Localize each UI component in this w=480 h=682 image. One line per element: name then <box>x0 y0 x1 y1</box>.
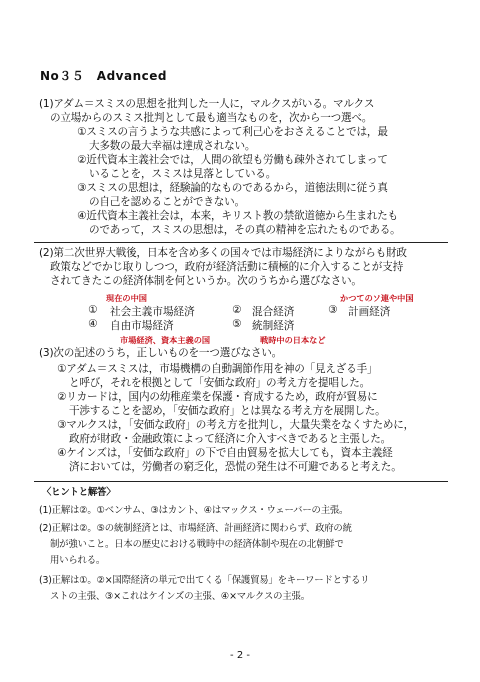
q3-option-2-line-1: ②リカードは，国内の幼稚産業を保護・育成するため，政府が貿易に <box>57 391 378 403</box>
q2-option-2-label: 混合経済 <box>252 306 295 318</box>
q2-option-3-num: ③ <box>328 304 338 316</box>
q2-option-1-label: 社会主義市場経済 <box>110 306 195 318</box>
hint-line-4: 用いられる。 <box>50 555 106 566</box>
hints-header: 〈ヒントと解答〉 <box>42 487 116 498</box>
q2-line-3: されてきたこの経済体制を何というか。次のうちから選びなさい。 <box>50 275 362 287</box>
q3-intro: (3)次の記述のうち，正しいものを一つ選びなさい。 <box>39 347 283 359</box>
q3-option-1-line-1: ①アダム＝スミスは，市場機構の自動調節作用を神の「見えざる手」 <box>57 363 378 375</box>
hint-line-5: (3)正解は①。②×国際経済の単元で出てくる「保護貿易」をキーワードとするリ <box>39 575 370 586</box>
q3-option-2-line-2: 干渉することを認め，「安価な政府」とは異なる考え方を展開した。 <box>69 405 386 417</box>
q1-option-4-line-1: ④近代資本主義社会は，本来，キリスト教の禁欲道徳から生まれたも <box>77 210 398 222</box>
q1-option-1-line-1: ①スミスの言うような共感によって利己心をおさえることでは，最 <box>77 126 388 138</box>
annotation-wartime-japan: 戦時中の日本など <box>260 335 326 345</box>
q1-option-4-line-2: のであって，スミスの思想は，その真の精神を忘れたものである。 <box>89 224 401 236</box>
q3-option-3-line-2: 政府が財政・金融政策によって経済に介入すべきであると主張した。 <box>69 433 391 445</box>
q1-line-1: (1)アダム＝スミスの思想を批判した一人に，マルクスがいる。マルクス <box>39 98 375 110</box>
q1-option-3-line-1: ③スミスの思想は，経験論的なものであるから，道徳法則に従う真 <box>77 182 388 194</box>
q1-line-2: の立場からのスミス批判として最も適当なものを，次から一つ選べ。 <box>50 112 373 124</box>
q1-option-3-line-2: の自己を認めることができない。 <box>89 196 245 208</box>
q3-option-1-line-2: と呼び，それを根拠として「安価な政府」の考え方を提唱した。 <box>69 377 370 389</box>
q1-option-1-line-2: 大多数の最大幸福は達成されない。 <box>89 140 256 152</box>
hint-line-3: 制が強いこと。日本の歴史における戦時中の経済体制や現在の北朝鮮で <box>50 539 344 550</box>
q2-line-2: 政策などでかじ取りしつつ，政府が経済活動に積極的に介入することが支持 <box>50 261 403 273</box>
q2-option-4-label: 自由市場経済 <box>110 320 174 332</box>
q1-option-2-line-1: ②近代資本主義社会では，人間の欲望も労働も疎外されてしまって <box>77 154 388 166</box>
q1-option-2-line-2: いることを，スミスは見落としている。 <box>89 168 277 180</box>
hint-line-6: ストの主張、③×これはケインズの主張、④×マルクスの主張。 <box>50 591 310 602</box>
q3-option-4-line-2: 済においては，労働者の窮乏化，恐慌の発生は不可避であると考えた。 <box>69 461 402 473</box>
annotation-former-ussr-china: かつてのソ連や中国 <box>340 293 414 303</box>
q2-option-3-label: 計画経済 <box>348 306 391 318</box>
page-number: - 2 - <box>230 650 250 661</box>
page-title: No３５ Advanced <box>40 69 167 83</box>
section-divider-1 <box>34 242 448 243</box>
hint-line-1: (1)正解は②。①ベンサム、③はカント、④はマックス・ウェーバーの主張。 <box>39 505 349 516</box>
hint-line-2: (2)正解は②。⑤の統制経済とは、市場経済、計画経済に関わらず、政府の統 <box>39 523 352 534</box>
q2-option-2-num: ② <box>232 304 242 316</box>
q2-option-1-num: ① <box>88 304 98 316</box>
annotation-current-china: 現在の中国 <box>106 293 147 303</box>
q2-option-5-label: 統制経済 <box>252 320 295 332</box>
annotation-market-capitalist: 市場経済、資本主義の国 <box>120 335 211 345</box>
section-divider-2 <box>34 481 448 482</box>
q2-option-5-num: ⑤ <box>232 318 242 330</box>
q2-line-1: (2)第二次世界大戦後，日本を含め多くの国々では市場経済によりながらも財政 <box>39 247 407 259</box>
q3-option-4-line-1: ④ケインズは，「安価な政府」の下で自由貿易を拡大しても，資本主義経 <box>57 447 393 459</box>
q2-option-4-num: ④ <box>88 318 98 330</box>
q3-option-3-line-1: ③マルクスは，「安価な政府」の考え方を批判し，大量失業をなくすために， <box>57 419 415 431</box>
